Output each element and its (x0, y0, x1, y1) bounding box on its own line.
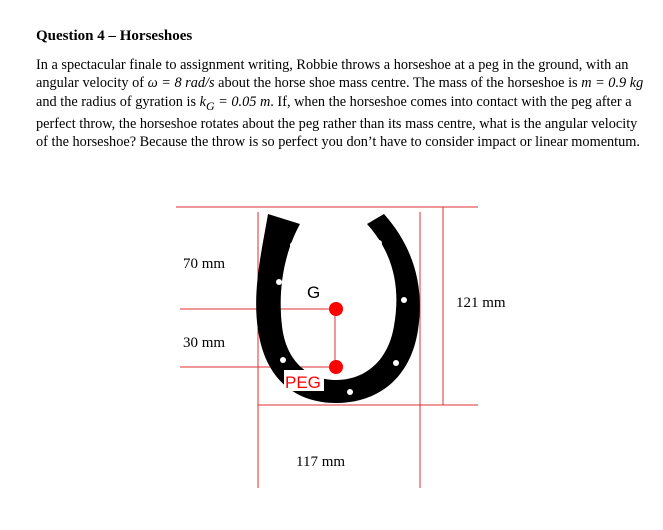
nail-hole (376, 240, 382, 246)
peg-label: PEG (285, 373, 321, 392)
omega-expression: ω = 8 rad/s (147, 75, 215, 92)
dimension-height: 121 mm (456, 295, 506, 311)
peg-point (329, 360, 343, 374)
para-text-4: . If, when the horseshoe comes into contact with the peg after a perfect throw, the horseshoe rotates about the peg rather than its mass centre, what is the angular velocity of the horseshoe? Because the throw is so perfect you don’t have to consider impact or linear momentum. (36, 93, 641, 151)
dimension-g-to-peg: 30 mm (183, 335, 226, 351)
dimension-width: 117 mm (296, 454, 346, 470)
para-text-2: about the horse shoe mass centre. The mass of the horseshoe is (214, 75, 582, 92)
para-text-1: In a spectacular finale to assignment writing, Robbie throws a horseshoe at a peg in the ground, with an angular velocity of (36, 57, 629, 92)
nail-hole (393, 360, 399, 366)
question-heading: Question 4 – Horseshoes (36, 28, 193, 44)
nail-hole (290, 242, 296, 248)
mass-centre-point (329, 302, 343, 316)
nail-hole (401, 297, 407, 303)
mass-expression: m = 0.9 kg (581, 75, 644, 92)
g-label: G (307, 283, 321, 302)
dimension-top-to-g: 70 mm (183, 256, 226, 272)
radius-gyration-symbol: $k_G$ (199, 93, 215, 113)
para-text-3: and the radius of gyration is (36, 93, 200, 110)
radius-gyration-value: = 0.05 m (214, 93, 271, 110)
nail-hole (347, 389, 353, 395)
nail-hole (276, 279, 282, 285)
nail-hole (280, 357, 286, 363)
